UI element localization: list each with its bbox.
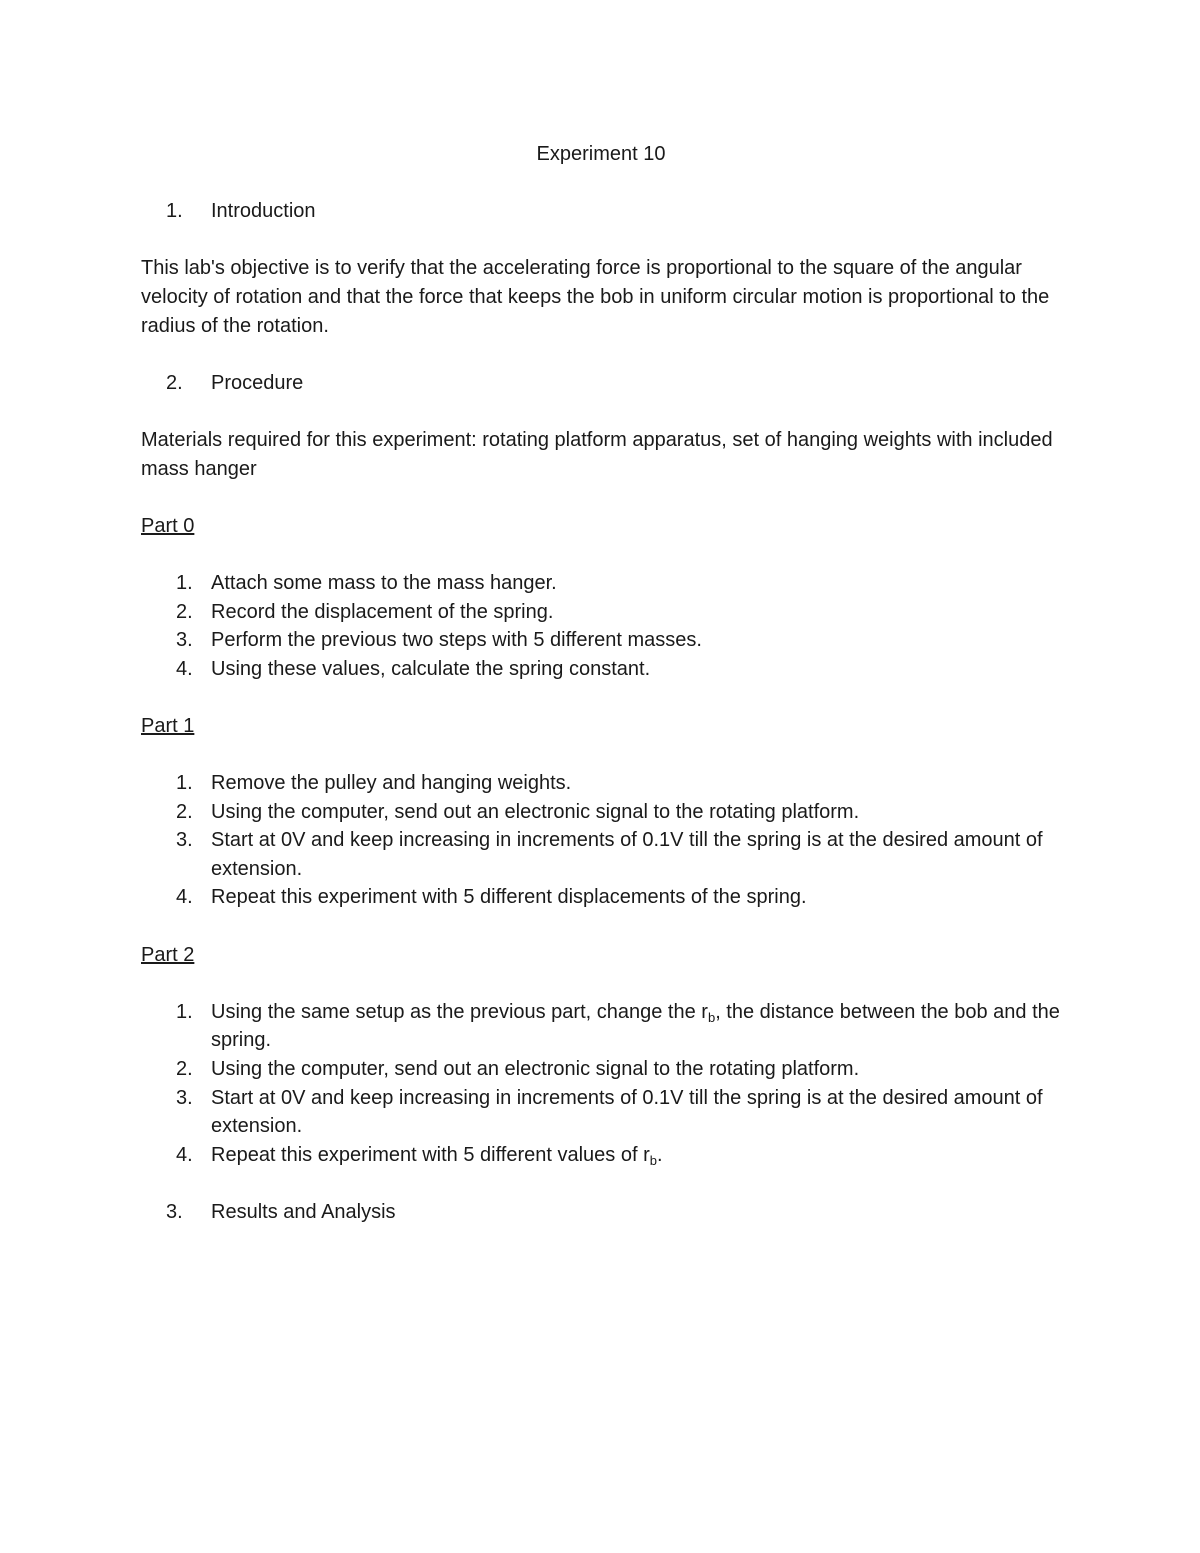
section-heading-introduction (141, 197, 1061, 226)
section-number: 1. (166, 200, 183, 223)
intro-paragraph: This lab's objective is to verify that the accelerating force is proportional to the square of the angular velocity of rotation and that the force that keeps the bob in uniform circular motion is proportional to the radius of the rotation. (141, 257, 1050, 337)
list-item (141, 598, 1061, 627)
step-number: 2. (176, 800, 193, 823)
part-1-steps (141, 769, 1061, 912)
step-number: 3. (176, 1086, 193, 1109)
list-item (141, 1084, 1061, 1141)
list-item (141, 626, 1061, 655)
list-item (141, 1055, 1061, 1084)
step-text: Perform the previous two steps with 5 different masses. (211, 629, 702, 652)
part-1-title: Part 1 (141, 714, 195, 737)
section-title: Results and Analysis (211, 1200, 396, 1223)
step-text: Using the computer, send out an electronic signal to the rotating platform. (211, 800, 860, 823)
step-number: 3. (176, 629, 193, 652)
step-text: Remove the pulley and hanging weights. (211, 772, 572, 795)
step-text-before: Using the same setup as the previous part, change the r (211, 1000, 708, 1023)
list-item (141, 798, 1061, 827)
list-item (141, 998, 1061, 1055)
step-text: Using the computer, send out an electronic signal to the rotating platform. (211, 1058, 860, 1080)
list-item (141, 883, 1061, 912)
section-heading-results (141, 1198, 1061, 1227)
step-text: Record the displacement of the spring. (211, 600, 554, 623)
section-heading-procedure (141, 369, 1061, 398)
list-item (141, 826, 1061, 883)
list-item (141, 769, 1061, 798)
step-number: 1. (176, 772, 193, 795)
step-number: 4. (176, 1143, 193, 1166)
list-item (141, 569, 1061, 598)
section-number: 3. (166, 1200, 183, 1223)
part-0-title: Part 0 (141, 514, 195, 537)
step-text: Repeat this experiment with 5 different displacements of the spring. (211, 886, 807, 909)
step-text-after: . (656, 1143, 663, 1166)
step-text-after: , the distance between the bob and the spring. (211, 1000, 1060, 1052)
step-text: Start at 0V and keep increasing in increments of 0.1V till the spring is at the desired amount of extension. (211, 829, 1043, 880)
step-number: 3. (176, 829, 193, 852)
subscript: b (707, 1009, 716, 1025)
list-item (141, 655, 1061, 684)
step-number: 2. (176, 1058, 193, 1080)
section-number: 2. (166, 371, 183, 394)
section-title: Procedure (211, 371, 304, 394)
list-item (141, 1141, 1061, 1170)
step-number: 4. (176, 886, 193, 909)
part-2-title: Part 2 (141, 943, 195, 966)
step-text-before: Repeat this experiment with 5 different values of r (211, 1143, 650, 1166)
part-0-steps (141, 569, 1061, 683)
step-number: 4. (176, 657, 193, 680)
step-text (211, 998, 1061, 1055)
step-number: 1. (176, 571, 193, 594)
step-text: Attach some mass to the mass hanger. (211, 571, 557, 594)
section-title: Introduction (211, 200, 316, 223)
step-text (211, 1141, 1061, 1170)
step-text: Using these values, calculate the spring constant. (211, 657, 651, 680)
part-2-steps (141, 998, 1061, 1170)
step-text: Start at 0V and keep increasing in increments of 0.1V till the spring is at the desired amount of extension. (211, 1086, 1043, 1138)
step-number: 2. (176, 600, 193, 623)
document-title: Experiment 10 (536, 143, 666, 165)
subscript: b (649, 1152, 657, 1168)
materials-paragraph: Materials required for this experiment: rotating platform apparatus, set of hanging weights with included mass hanger (141, 428, 1053, 480)
document-page (141, 140, 1061, 1255)
step-number: 1. (176, 1000, 193, 1023)
